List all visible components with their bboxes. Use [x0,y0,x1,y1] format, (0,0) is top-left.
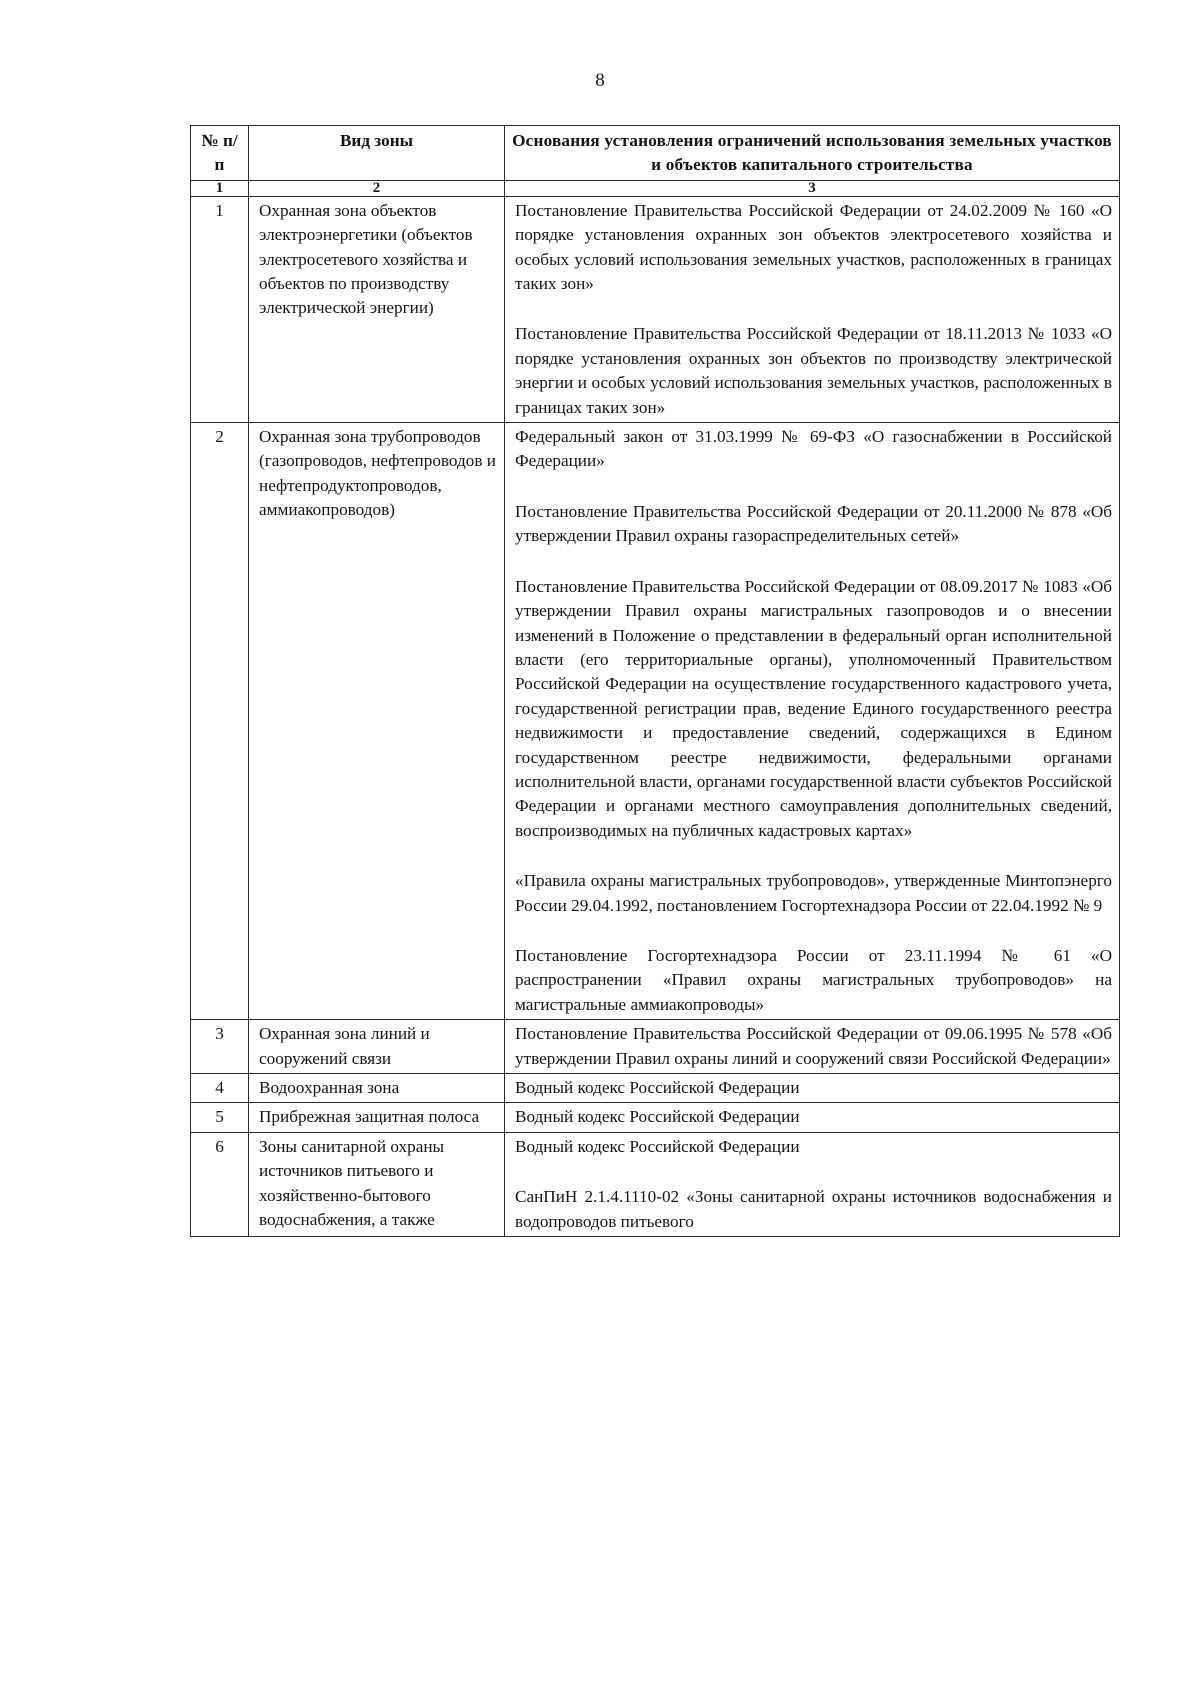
basis-paragraph: Водный кодекс Российской Федерации [515,1107,800,1127]
basis-paragraph: Постановление Правительства Российской Федерации от 08.09.2017 № 1083 «Об утверждении Правил охраны магистральных газопроводов и о внесении изменений в Положение о представлении в федеральный орган исполнительной власти (его территориальные органы), уполномоченный Правительством Российской Федерации на осуществление государственного кадастрового учета, государственной регистрации прав, ведение Единого государственного реестра недвижимости и предоставление сведений, содержащихся в Едином государственном реестре недвижимости, федеральными органами исполнительной власти, органами государственной власти субъектов Российской Федерации и органами местного самоуправления дополнительных сведений, воспроизводимых на публичных кадастровых картах» [515,576,1112,840]
table-row [191,196,1120,422]
table-row [191,1132,1120,1236]
table-row [191,423,1120,1020]
row-number: 4 [191,1074,249,1103]
header-number: № п/п [191,126,249,181]
restriction-basis-cell [505,1074,1120,1103]
basis-paragraph: СанПиН 2.1.4.1110-02 «Зоны санитарной охраны источников водоснабжения и водопроводов питьевого [515,1187,1112,1231]
restriction-basis-cell [505,1103,1120,1132]
table-row [191,1103,1120,1132]
table-row [191,1074,1120,1103]
restriction-basis-cell [505,1020,1120,1074]
zone-type-cell: Охранная зона трубопроводов (газопроводов, нефтепроводов и нефтепродуктопроводов, аммиакопроводов) [249,423,505,1020]
table-body [191,196,1120,1236]
zone-type-cell: Прибрежная защитная полоса [249,1103,505,1132]
row-number: 6 [191,1132,249,1236]
row-number: 5 [191,1103,249,1132]
column-number: 1 [191,180,249,196]
basis-paragraph: Водный кодекс Российской Федерации [515,1078,800,1097]
restrictions-table [190,125,1120,1237]
zone-type-cell: Водоохранная зона [249,1074,505,1103]
table-row [191,1020,1120,1074]
basis-paragraph: Постановление Правительства Российской Федерации от 20.11.2000 № 878 «Об утверждении Правил охраны газораспределительных сетей» [515,501,1112,546]
basis-paragraph: Федеральный закон от 31.03.1999 № 69-ФЗ «О газоснабжении в Российской Федерации» [515,427,1112,471]
basis-paragraph: «Правила охраны магистральных трубопроводов», утвержденные Минтопэнерго России 29.04.1992, постановлением Госгортехнадзора России от 22.04.1992 № 9 [515,871,1112,915]
restriction-basis-cell [505,423,1120,1020]
basis-paragraph: Постановление Госгортехнадзора России от 23.11.1994 № 61 «О распространении «Правил охраны магистральных трубопроводов» на магистральные аммиакопроводы» [515,945,1112,1014]
page-number: 8 [595,70,605,91]
row-number: 3 [191,1020,249,1074]
header-restriction-basis: Основания установления ограничений использования земельных участков и объектов капитального строительства [505,126,1120,181]
column-number: 3 [505,180,1120,196]
column-number-row [191,180,1120,196]
zone-type-cell: Зоны санитарной охраны источников питьевого и хозяйственно-бытового водоснабжения, а также [249,1132,505,1236]
basis-paragraph: Постановление Правительства Российской Федерации от 24.02.2009 № 160 «О порядке установления охранных зон объектов электросетевого хозяйства и особых условий использования земельных участков, расположенных в границах таких зон» [515,200,1112,294]
restriction-basis-cell [505,196,1120,422]
basis-paragraph: Водный кодекс Российской Федерации [515,1136,800,1156]
table-header-row [191,126,1120,181]
zone-type-cell: Охранная зона линий и сооружений связи [249,1020,505,1074]
zone-type-cell: Охранная зона объектов электроэнергетики (объектов электросетевого хозяйства и объектов по производству электрической энергии) [249,196,505,422]
basis-paragraph: Постановление Правительства Российской Федерации от 18.11.2013 № 1033 «О порядке установления охранных зон объектов по производству электрической энергии и особых условий использования земельных участков, расположенных в границах таких зон» [515,324,1112,417]
restriction-basis-cell [505,1132,1120,1236]
row-number: 2 [191,423,249,1020]
row-number: 1 [191,196,249,422]
header-zone-type: Вид зоны [249,126,505,181]
basis-paragraph: Постановление Правительства Российской Федерации от 09.06.1995 № 578 «Об утверждении Правил охраны линий и сооружений связи Российской Федерации» [515,1024,1112,1068]
column-number: 2 [249,180,505,196]
